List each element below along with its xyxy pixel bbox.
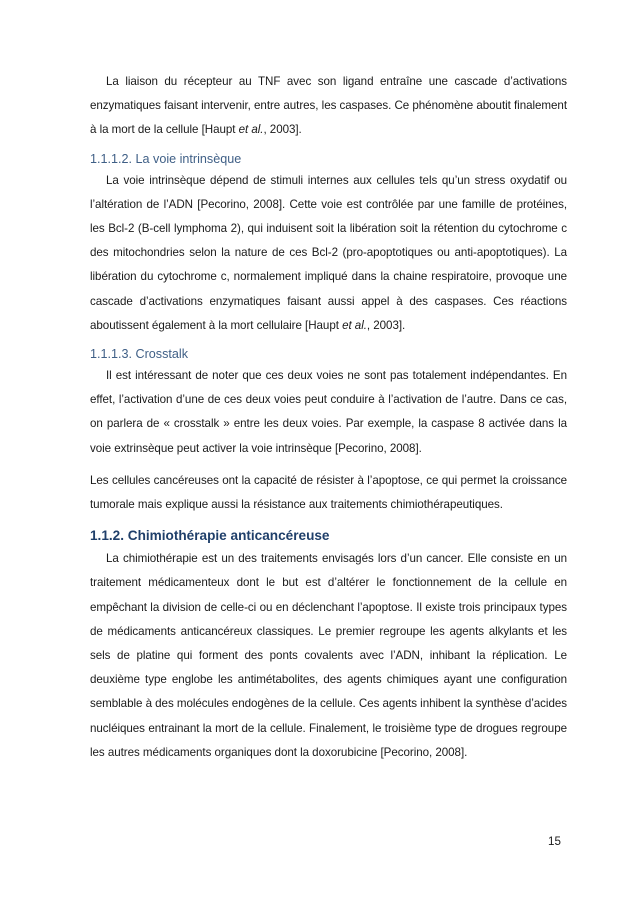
- page-content: [90, 70, 567, 765]
- heading-voie-intrinseque: 1.1.1.2. La voie intrinsèque: [90, 151, 242, 166]
- paragraph-chimiotherapie: La chimiothérapie est un des traitements envisagés lors d’un cancer. Elle consiste en un traitement médicamenteux dont le but est d’altérer le fonctionnement de la cellule en empêchant la division de celle-ci ou en déclenchant l’apoptose. Il existe trois principaux types de médicaments anticancéreux classiques. Le premier regroupe les agents alkylants et les sels de platine qui forment des ponts covalents avec l’ADN, inhibant la réplication. Le deuxième type englobe les antimétabolites, des agents chimiques ayant une configuration semblable à des molécules endogènes de la cellule. Ces agents inhibent la synthèse d’acides nucléiques entrainant la mort de la cellule. Finalement, le troisième type de drogues regroupe les autres médicaments organiques dont la doxorubicine [Pecorino, 2008].: [90, 552, 567, 759]
- paragraph-text: , 2003].: [366, 318, 406, 332]
- citation-italic: et al.: [342, 318, 367, 332]
- paragraph-text: La liaison du récepteur au TNF avec son ligand entraîne une cascade d’activations enzymatiques faisant intervenir, entre autres, les caspases. Ce phénomène aboutit finalement à la mort de la cellule [Haupt: [90, 75, 567, 137]
- paragraph-resistance-apoptose: Les cellules cancéreuses ont la capacité de résister à l’apoptose, ce qui permet la croissance tumorale mais explique aussi la résistance aux traitements chimiothérapeutiques.: [90, 473, 567, 512]
- paragraph-text: La voie intrinsèque dépend de stimuli internes aux cellules tels qu’un stress oxydatif ou l’altération de l’ADN [Pecorino, 2008]. Cette voie est contrôlée par une famille de protéines, les Bcl-2 (B-cell lymphoma 2), qui induisent soit la libération soit la rétention du cytochrome c des mitochondries selon la nature de ces Bcl-2 (pro-apoptotiques ou anti-apoptotiques). La libération du cytochrome c, normalement impliqué dans la chaine respiratoire, provoque une cascade d’activations enzymatiques faisant aussi appel à des caspases. Ces réactions aboutissent également à la mort cellulaire [Haupt: [90, 173, 567, 332]
- page-number: 15: [548, 835, 561, 848]
- paragraph-tnf-receptor: [90, 70, 567, 143]
- citation-italic: et al.: [238, 123, 264, 137]
- heading-crosstalk: 1.1.1.3. Crosstalk: [90, 347, 188, 362]
- paragraph-crosstalk: Il est intéressant de noter que ces deux voies ne sont pas totalement indépendantes. En effet, l’activation d’une de ces deux voies peut conduire à l’activation de l’autre. Dans ce cas, on parlera de « crosstalk » entre les deux voies. Par exemple, la caspase 8 activée dans la voie extrinsèque peut activer la voie intrinsèque [Pecorino, 2008].: [90, 369, 567, 455]
- paragraph-text: , 2003].: [263, 123, 302, 137]
- paragraph-voie-intrinseque: [90, 169, 567, 338]
- heading-chimiotherapie: 1.1.2. Chimiothérapie anticancéreuse: [90, 528, 330, 544]
